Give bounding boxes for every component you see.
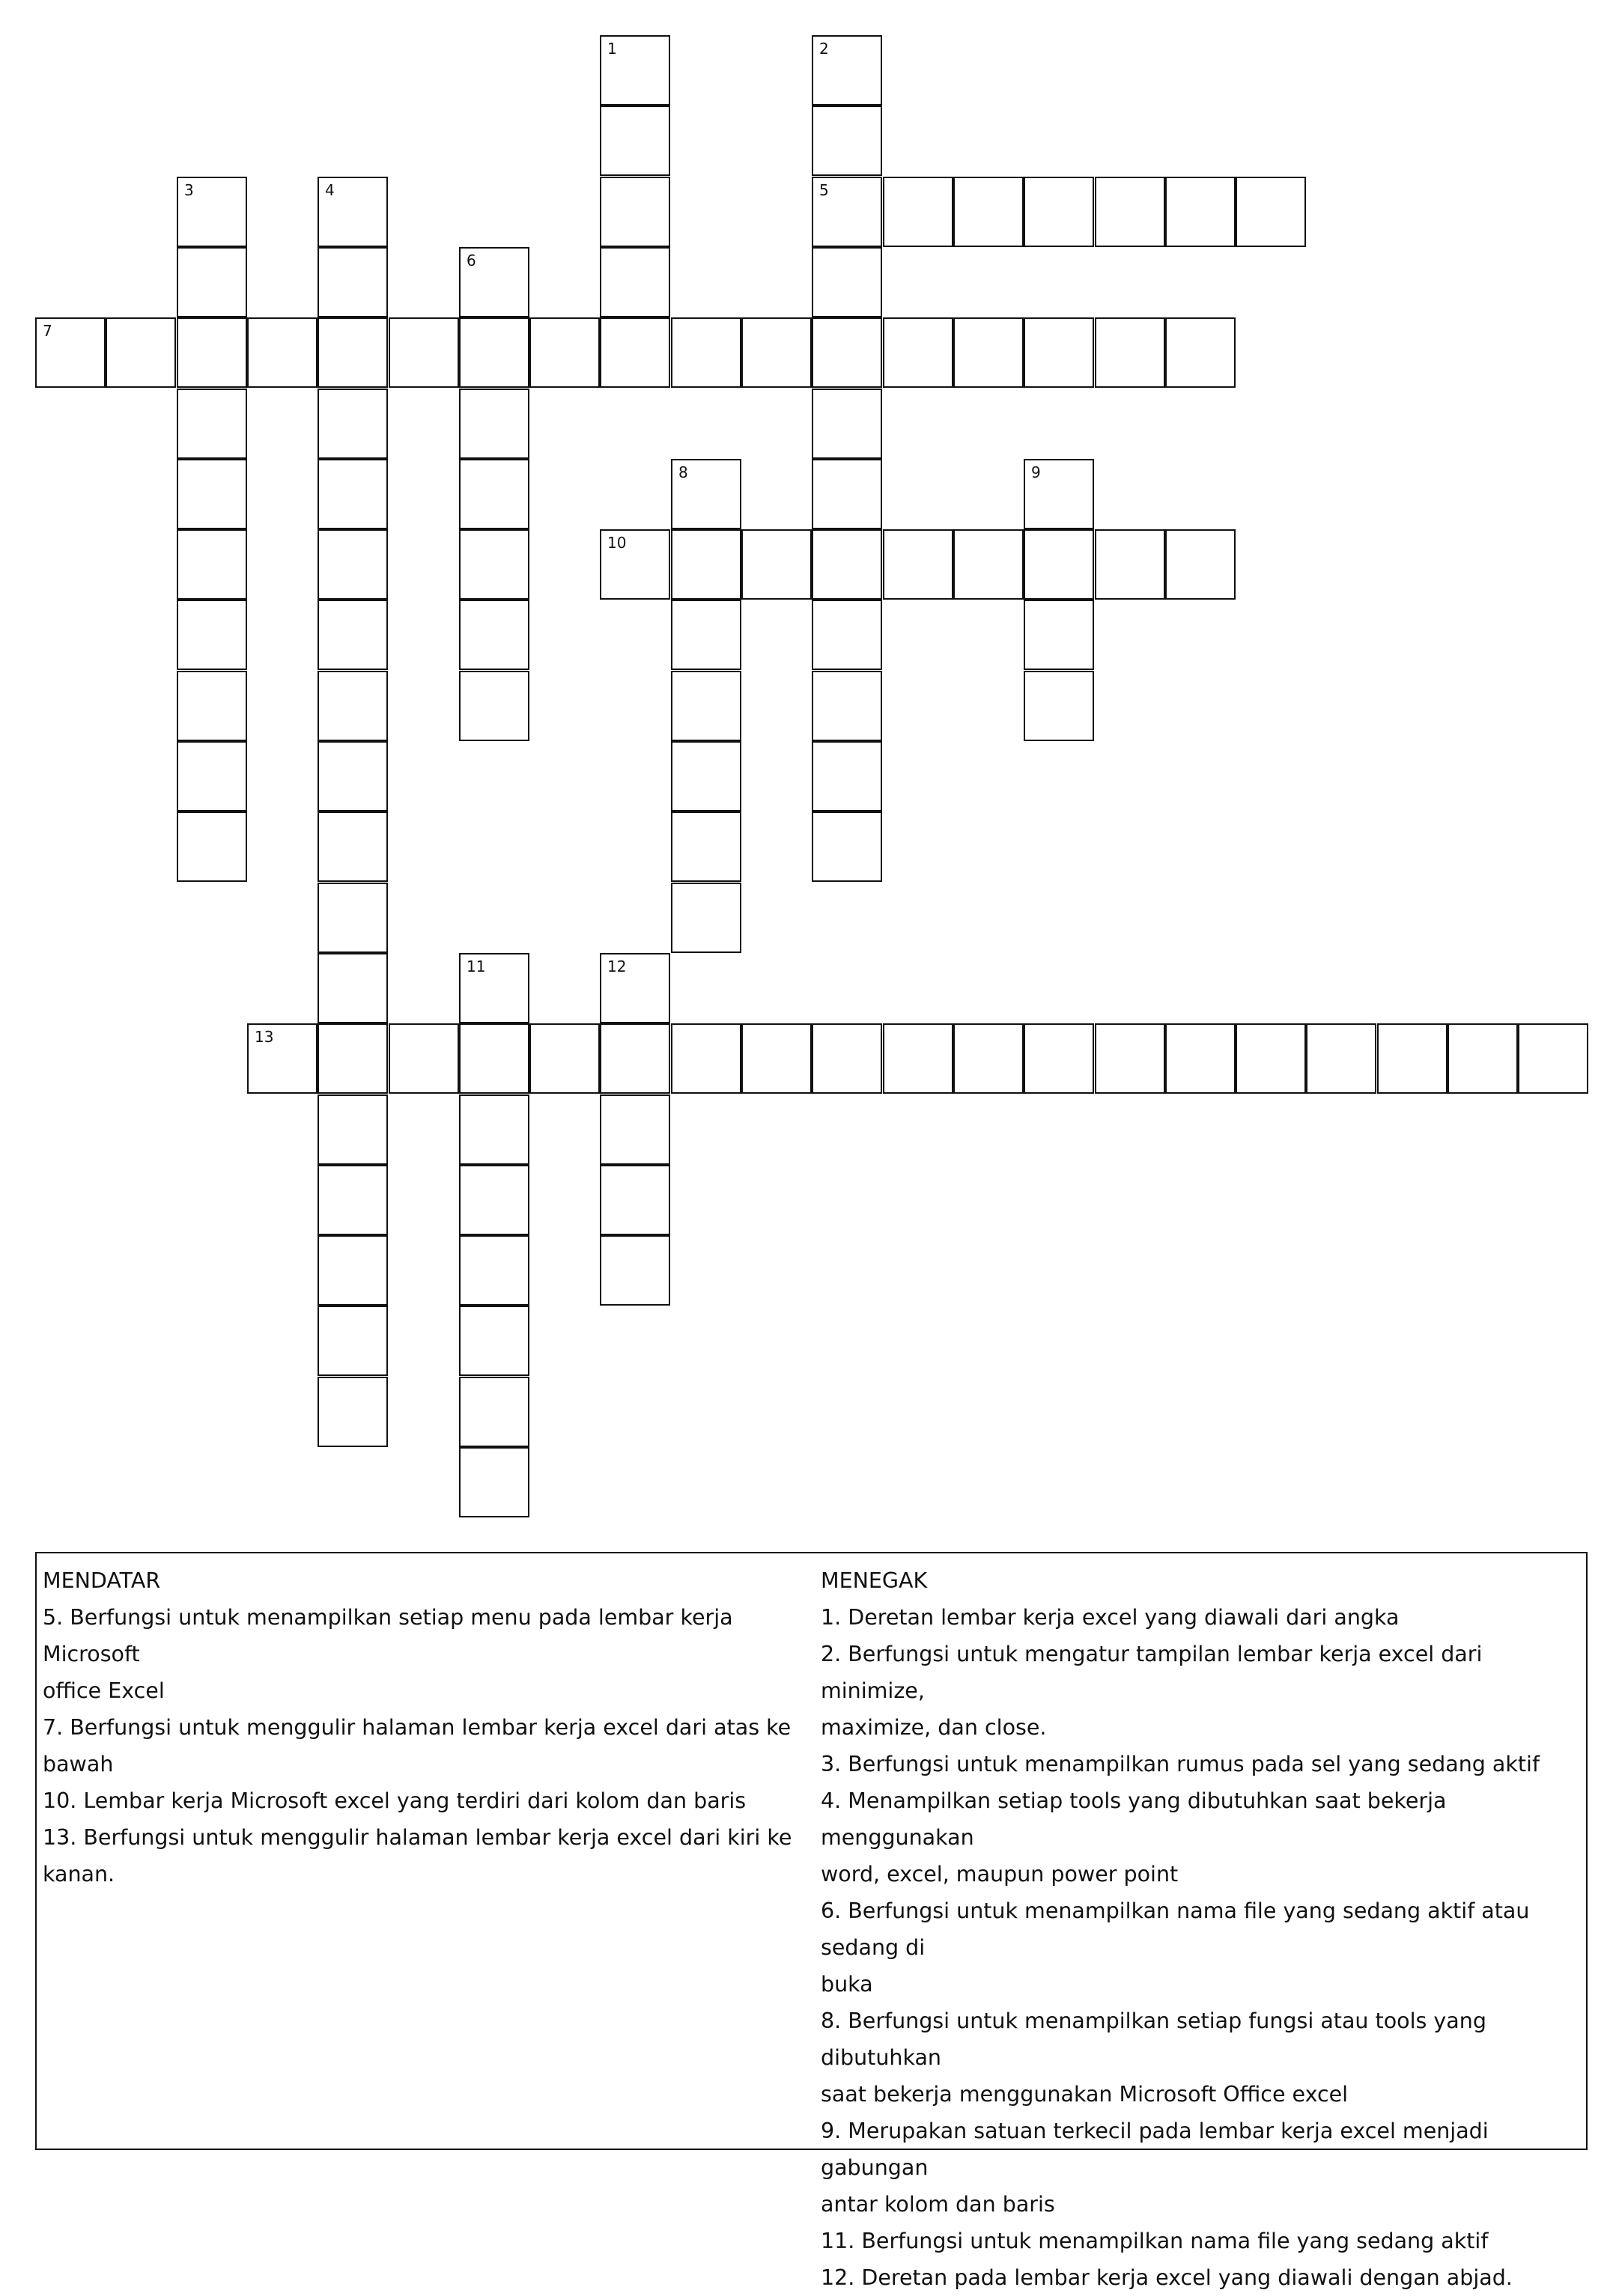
crossword-cell[interactable] — [318, 811, 388, 882]
clue-number: 7 — [43, 322, 52, 340]
crossword-cell[interactable] — [459, 317, 529, 388]
down-clue-line: 2. Berfungsi untuk mengatur tampilan lembar kerja excel dari minimize, — [821, 1642, 1483, 1703]
crossword-cell[interactable] — [318, 459, 388, 529]
clue-number: 2 — [819, 40, 829, 58]
crossword-cell[interactable] — [459, 1235, 529, 1306]
crossword-cell[interactable] — [1165, 529, 1236, 600]
crossword-cell[interactable] — [812, 671, 882, 741]
crossword-cell[interactable] — [1024, 317, 1094, 388]
crossword-cell[interactable] — [318, 883, 388, 953]
crossword-cell[interactable] — [812, 317, 882, 388]
crossword-cell[interactable] — [1024, 1023, 1094, 1094]
crossword-cell[interactable] — [459, 600, 529, 670]
crossword-cell[interactable] — [318, 1094, 388, 1165]
down-clue-line: buka — [821, 1972, 873, 1997]
crossword-cell[interactable] — [1024, 671, 1094, 741]
crossword-cell[interactable] — [953, 1023, 1024, 1094]
crossword-cell[interactable] — [177, 741, 247, 811]
crossword-cell[interactable] — [529, 1023, 600, 1094]
crossword-cell[interactable] — [671, 741, 741, 811]
crossword-cell[interactable] — [318, 1235, 388, 1306]
clue-number: 3 — [184, 181, 194, 199]
across-heading: MENDATAR — [43, 1568, 161, 1593]
crossword-cell[interactable] — [459, 671, 529, 741]
down-clue-line: 3. Berfungsi untuk menampilkan rumus pada sel yang sedang aktif — [821, 1752, 1540, 1776]
crossword-cell[interactable] — [318, 741, 388, 811]
crossword-cell[interactable] — [1448, 1023, 1518, 1094]
across-clue-line: 10. Lembar kerja Microsoft excel yang terdiri dari kolom dan baris — [43, 1788, 747, 1813]
clue-number: 12 — [607, 957, 627, 975]
crossword-cell[interactable] — [812, 35, 882, 106]
crossword-cell[interactable] — [953, 177, 1024, 247]
crossword-cell[interactable] — [1024, 529, 1094, 600]
crossword-cell[interactable] — [812, 247, 882, 317]
clue-number: 8 — [678, 463, 688, 481]
crossword-cell[interactable] — [389, 317, 459, 388]
crossword-cell[interactable] — [459, 529, 529, 600]
crossword-cell[interactable] — [318, 1165, 388, 1235]
crossword-cell[interactable] — [459, 1447, 529, 1517]
across-clue-line: bawah — [43, 1752, 114, 1776]
clue-number: 6 — [467, 252, 476, 270]
crossword-cell[interactable] — [600, 317, 670, 388]
down-clue-line: antar kolom dan baris — [821, 2192, 1055, 2217]
crossword-cell[interactable] — [177, 247, 247, 317]
clue-number: 1 — [607, 40, 617, 58]
crossword-cell[interactable] — [1236, 177, 1306, 247]
crossword-cell[interactable] — [177, 317, 247, 388]
down-clue-line: 4. Menampilkan setiap tools yang dibutuhkan saat bekerja menggunakan — [821, 1788, 1447, 1850]
crossword-cell[interactable] — [459, 1094, 529, 1165]
crossword-cell[interactable] — [318, 389, 388, 459]
down-clue-line: 11. Berfungsi untuk menampilkan nama file yang sedang aktif — [821, 2229, 1489, 2253]
crossword-cell[interactable] — [600, 1094, 670, 1165]
crossword-cell[interactable] — [600, 35, 670, 106]
crossword-cell[interactable] — [600, 1023, 670, 1094]
crossword-cell[interactable] — [459, 1165, 529, 1235]
crossword-cell[interactable] — [177, 529, 247, 600]
crossword-cell[interactable] — [741, 1023, 812, 1094]
crossword-cell[interactable] — [600, 529, 670, 600]
crossword-cell[interactable] — [318, 1023, 388, 1094]
crossword-cell[interactable] — [883, 177, 953, 247]
crossword-cell[interactable] — [883, 317, 953, 388]
crossword-cell[interactable] — [953, 529, 1024, 600]
crossword-cell[interactable] — [671, 317, 741, 388]
crossword-cell[interactable] — [883, 1023, 953, 1094]
crossword-cell[interactable] — [177, 671, 247, 741]
down-clue-line: maximize, dan close. — [821, 1715, 1047, 1740]
crossword-cell[interactable] — [318, 671, 388, 741]
crossword-cell[interactable] — [529, 317, 600, 388]
crossword-cell[interactable] — [812, 389, 882, 459]
crossword-cell[interactable] — [812, 811, 882, 882]
crossword-cell[interactable] — [106, 317, 176, 388]
crossword-cell[interactable] — [318, 529, 388, 600]
crossword-cell[interactable] — [459, 247, 529, 317]
crossword-cell[interactable] — [318, 953, 388, 1023]
down-heading: MENEGAK — [821, 1568, 928, 1593]
crossword-cell[interactable] — [1165, 317, 1236, 388]
crossword-cell[interactable] — [1095, 317, 1165, 388]
across-clue-line: office Excel — [43, 1678, 165, 1703]
crossword-cell[interactable] — [247, 1023, 318, 1094]
crossword-cell[interactable] — [1165, 1023, 1236, 1094]
crossword-cell[interactable] — [177, 600, 247, 670]
across-clues — [43, 1562, 814, 1892]
crossword-cell[interactable] — [177, 811, 247, 882]
crossword-cell[interactable] — [812, 106, 882, 176]
crossword-cell[interactable] — [1024, 459, 1094, 529]
crossword-cell[interactable] — [671, 459, 741, 529]
crossword-cell[interactable] — [812, 741, 882, 811]
crossword-cell[interactable] — [459, 1306, 529, 1376]
across-clue-line: 5. Berfungsi untuk menampilkan setiap menu pada lembar kerja Microsoft — [43, 1605, 733, 1666]
across-clue-line: kanan. — [43, 1862, 115, 1887]
crossword-cell[interactable] — [671, 883, 741, 953]
crossword-cell[interactable] — [600, 247, 670, 317]
crossword-cell[interactable] — [318, 177, 388, 247]
crossword-cell[interactable] — [247, 317, 318, 388]
crossword-cell[interactable] — [177, 459, 247, 529]
crossword-cell[interactable] — [459, 1023, 529, 1094]
crossword-cell[interactable] — [600, 1235, 670, 1306]
crossword-cell[interactable] — [1095, 177, 1165, 247]
crossword-cell[interactable] — [318, 1377, 388, 1447]
crossword-cell[interactable] — [953, 317, 1024, 388]
crossword-cell[interactable] — [883, 529, 953, 600]
crossword-cell[interactable] — [1024, 177, 1094, 247]
crossword-cell[interactable] — [600, 1165, 670, 1235]
crossword-cell[interactable] — [389, 1023, 459, 1094]
down-clue-line: 12. Deretan pada lembar kerja excel yang diawali dengan abjad. — [821, 2265, 1513, 2290]
crossword-cell[interactable] — [459, 1377, 529, 1447]
crossword-cell[interactable] — [35, 317, 106, 388]
clue-number: 9 — [1031, 463, 1041, 481]
crossword-cell[interactable] — [1306, 1023, 1376, 1094]
crossword-cell[interactable] — [177, 177, 247, 247]
down-clue-line: saat bekerja menggunakan Microsoft Office excel — [821, 2082, 1349, 2107]
clue-number: 5 — [819, 181, 829, 199]
crossword-cell[interactable] — [177, 389, 247, 459]
crossword-cell[interactable] — [1095, 529, 1165, 600]
crossword-cell[interactable] — [459, 953, 529, 1023]
crossword-cell[interactable] — [671, 671, 741, 741]
crossword-cell[interactable] — [812, 459, 882, 529]
crossword-cell[interactable] — [1518, 1023, 1588, 1094]
crossword-cell[interactable] — [812, 600, 882, 670]
crossword-cell[interactable] — [671, 811, 741, 882]
crossword-cell[interactable] — [600, 177, 670, 247]
down-clue-line: 8. Berfungsi untuk menampilkan setiap fungsi atau tools yang dibutuhkan — [821, 2009, 1486, 2070]
clue-number: 11 — [467, 957, 486, 975]
crossword-cell[interactable] — [1377, 1023, 1448, 1094]
crossword-cell[interactable] — [812, 529, 882, 600]
crossword-cell[interactable] — [1236, 1023, 1306, 1094]
crossword-cell[interactable] — [318, 317, 388, 388]
crossword-cell[interactable] — [1095, 1023, 1165, 1094]
crossword-cell[interactable] — [812, 1023, 882, 1094]
crossword-cell[interactable] — [318, 247, 388, 317]
down-clue-line: 9. Merupakan satuan terkecil pada lembar kerja excel menjadi gabungan — [821, 2119, 1489, 2180]
down-clue-line: word, excel, maupun power point — [821, 1862, 1179, 1887]
clue-number: 10 — [607, 534, 627, 552]
crossword-cell[interactable] — [318, 600, 388, 670]
crossword-cell[interactable] — [600, 953, 670, 1023]
down-clue-line: 6. Berfungsi untuk menampilkan nama file yang sedang aktif atau sedang di — [821, 1898, 1530, 1960]
crossword-cell[interactable] — [671, 529, 741, 600]
crossword-cell[interactable] — [600, 106, 670, 176]
crossword-cell[interactable] — [741, 317, 812, 388]
crossword-cell[interactable] — [1024, 600, 1094, 670]
across-clue-line: 13. Berfungsi untuk menggulir halaman lembar kerja excel dari kiri ke — [43, 1825, 792, 1850]
down-clue-line: 1. Deretan lembar kerja excel yang diawali dari angka — [821, 1605, 1400, 1630]
crossword-cell[interactable] — [459, 459, 529, 529]
clue-number: 4 — [325, 181, 335, 199]
crossword-cell[interactable] — [741, 529, 812, 600]
crossword-cell[interactable] — [671, 600, 741, 670]
crossword-cell[interactable] — [812, 177, 882, 247]
clue-box — [35, 1552, 1588, 2290]
down-clues — [821, 1562, 1581, 2296]
clue-number: 13 — [255, 1028, 274, 1046]
crossword-cell[interactable] — [671, 1023, 741, 1094]
crossword-cell[interactable] — [1165, 177, 1236, 247]
crossword-cell[interactable] — [318, 1306, 388, 1376]
across-clue-line: 7. Berfungsi untuk menggulir halaman lembar kerja excel dari atas ke — [43, 1715, 792, 1740]
crossword-cell[interactable] — [459, 389, 529, 459]
